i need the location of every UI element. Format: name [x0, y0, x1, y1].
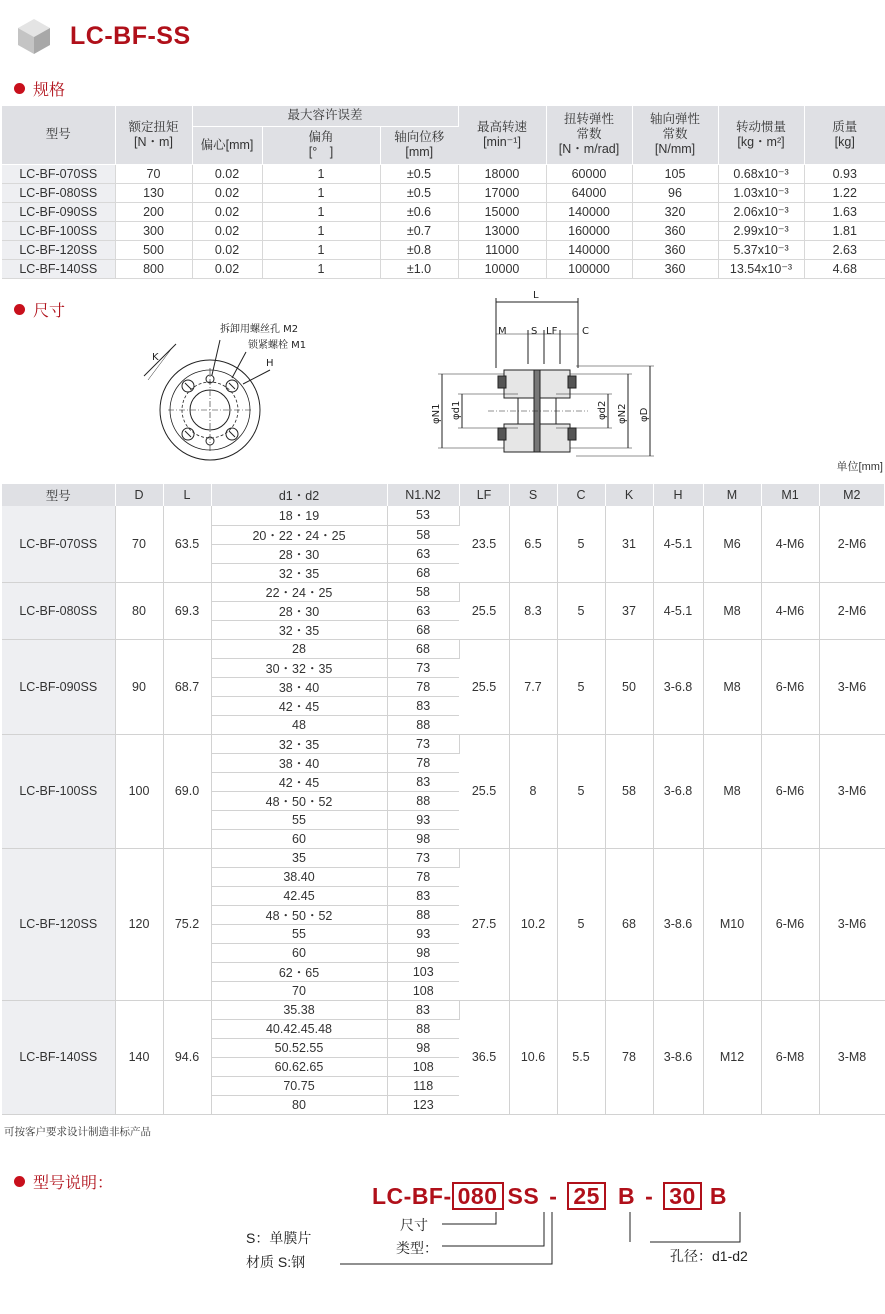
spec-cell: 130 [115, 183, 192, 202]
dim-col-header: M [703, 484, 761, 506]
bore-diameter-cell: 50.52.55 [211, 1038, 387, 1057]
hub-diameter-cell: 83 [387, 696, 459, 715]
hub-diameter-cell: 63 [387, 544, 459, 563]
label-s: S [531, 326, 538, 337]
spec-model-cell: LC-BF-070SS [2, 164, 115, 183]
bore-diameter-cell: 55 [211, 810, 387, 829]
hub-diameter-cell: 83 [387, 772, 459, 791]
dim-row [2, 506, 885, 525]
dim-cell-m1: 4-M6 [761, 506, 819, 582]
section-label: 规格 [33, 82, 66, 99]
spec-cell: 1.03x10⁻³ [718, 183, 804, 202]
spec-cell: 360 [632, 240, 718, 259]
spec-row [2, 240, 885, 259]
side-view-drawing [418, 286, 668, 466]
dim-row [2, 582, 885, 601]
spec-cell: 1 [262, 240, 380, 259]
dim-model-cell: LC-BF-090SS [2, 639, 115, 734]
hub-diameter-cell: 58 [387, 525, 459, 544]
page-title: LC-BF-SS [70, 21, 191, 50]
bore-diameter-cell: 20・22・24・25 [211, 525, 387, 544]
custom-note: 可按客户要求设计制造非标产品 [4, 1126, 151, 1138]
spec-cell: 1 [262, 183, 380, 202]
bore-diameter-cell: 38・40 [211, 753, 387, 772]
col-speed: 最高转速 [min⁻¹] [458, 106, 546, 164]
spec-cell: 64000 [546, 183, 632, 202]
section-label: 尺寸 [33, 303, 66, 320]
hub-diameter-cell: 83 [387, 1000, 459, 1019]
spec-cell: 0.93 [804, 164, 885, 183]
dim-cell-m: M6 [703, 506, 761, 582]
spec-cell: 1.63 [804, 202, 885, 221]
model-dash: - [549, 1183, 558, 1209]
spec-cell: 2.06x10⁻³ [718, 202, 804, 221]
dim-cell-s: 8 [509, 734, 557, 848]
label-d1: φd1 [451, 400, 462, 420]
bore-diameter-cell: 28・30 [211, 601, 387, 620]
spec-cell: 13.54x10⁻³ [718, 259, 804, 278]
spec-cell: ±0.5 [380, 164, 458, 183]
col-mass: 质量 [kg] [804, 106, 885, 164]
dim-col-header: M2 [819, 484, 885, 506]
bore-diameter-cell: 28・30 [211, 544, 387, 563]
dim-col-header: D [115, 484, 163, 506]
dim-cell-k: 31 [605, 506, 653, 582]
label-single-diaphragm: S：单膜片 [246, 1230, 312, 1246]
hub-diameter-cell: 78 [387, 753, 459, 772]
bore-diameter-cell: 70 [211, 981, 387, 1000]
dim-col-header: d1・d2 [211, 484, 387, 506]
spec-cell: 1 [262, 221, 380, 240]
dim-cell-c: 5 [557, 582, 605, 639]
hub-diameter-cell: 88 [387, 1019, 459, 1038]
front-view-drawing [130, 318, 330, 466]
hub-diameter-cell: 88 [387, 715, 459, 734]
spec-model-cell: LC-BF-080SS [2, 183, 115, 202]
dim-cell-l: 69.3 [163, 582, 211, 639]
dim-col-header: 型号 [2, 484, 115, 506]
model-prefix: LC-BF- [372, 1183, 452, 1209]
bore-diameter-cell: 42.45 [211, 886, 387, 905]
dim-cell-m2: 3-M8 [819, 1000, 885, 1114]
hub-diameter-cell: 68 [387, 563, 459, 582]
spec-cell: 18000 [458, 164, 546, 183]
spec-cell: 5.37x10⁻³ [718, 240, 804, 259]
dim-cell-m: M12 [703, 1000, 761, 1114]
spec-cell: 360 [632, 221, 718, 240]
section-dimensions-heading [14, 298, 65, 321]
spec-cell: 96 [632, 183, 718, 202]
section-model-heading [14, 1170, 113, 1193]
hub-diameter-cell: 73 [387, 848, 459, 867]
spec-cell: 13000 [458, 221, 546, 240]
dim-cell-m1: 6-M8 [761, 1000, 819, 1114]
spec-cell: 0.02 [192, 221, 262, 240]
spec-cell: 2.63 [804, 240, 885, 259]
spec-cell: 1 [262, 202, 380, 221]
dim-cell-h: 3-8.6 [653, 848, 703, 1000]
spec-cell: 0.02 [192, 164, 262, 183]
dim-cell-l: 94.6 [163, 1000, 211, 1114]
spec-row [2, 164, 885, 183]
hub-diameter-cell: 83 [387, 886, 459, 905]
dim-cell-l: 69.0 [163, 734, 211, 848]
dim-cell-l: 68.7 [163, 639, 211, 734]
dim-cell-m: M8 [703, 734, 761, 848]
dim-cell-h: 4-5.1 [653, 582, 703, 639]
dim-col-header: C [557, 484, 605, 506]
dim-col-header: K [605, 484, 653, 506]
dim-cell-c: 5 [557, 639, 605, 734]
spec-cell: ±0.8 [380, 240, 458, 259]
hub-diameter-cell: 88 [387, 905, 459, 924]
spec-cell: 1.81 [804, 221, 885, 240]
hub-diameter-cell: 118 [387, 1076, 459, 1095]
model-code [372, 1182, 727, 1210]
dim-cell-m2: 2-M6 [819, 582, 885, 639]
col-angle: 偏角 [° ] [262, 126, 380, 164]
label-n2: φN2 [617, 403, 628, 424]
col-model: 型号 [2, 106, 115, 164]
bore-diameter-cell: 60 [211, 943, 387, 962]
dim-cell-m2: 3-M6 [819, 848, 885, 1000]
dim-cell-lf: 25.5 [459, 639, 509, 734]
model-dash: - [645, 1183, 654, 1209]
bore-diameter-cell: 62・65 [211, 962, 387, 981]
dim-cell-c: 5.5 [557, 1000, 605, 1114]
dim-cell-c: 5 [557, 848, 605, 1000]
spec-model-cell: LC-BF-140SS [2, 259, 115, 278]
hub-diameter-cell: 108 [387, 981, 459, 1000]
bore-diameter-cell: 60 [211, 829, 387, 848]
section-label: 型号说明： [33, 1175, 114, 1192]
col-group-tolerance: 最大容许误差 [192, 106, 458, 126]
hub-diameter-cell: 68 [387, 639, 459, 658]
spec-cell: ±0.7 [380, 221, 458, 240]
bore-diameter-cell: 38・40 [211, 677, 387, 696]
unit-label: 单位[mm] [836, 461, 883, 473]
label-bore: 孔径：d1-d2 [670, 1248, 748, 1264]
dim-cell-m1: 6-M6 [761, 639, 819, 734]
dim-cell-s: 10.6 [509, 1000, 557, 1114]
dim-cell-m: M8 [703, 639, 761, 734]
bullet-icon [14, 1176, 25, 1187]
dim-cell-m: M8 [703, 582, 761, 639]
hub-diameter-cell: 98 [387, 829, 459, 848]
label-m1: 锁紧螺栓 M1 [248, 340, 307, 351]
label-lf: LF [546, 326, 558, 337]
dim-model-cell: LC-BF-140SS [2, 1000, 115, 1114]
hub-diameter-cell: 93 [387, 810, 459, 829]
model-b1: B [617, 1183, 636, 1209]
bore-diameter-cell: 40.42.45.48 [211, 1019, 387, 1038]
label-k: K [152, 352, 159, 363]
dim-cell-l: 75.2 [163, 848, 211, 1000]
hub-diameter-cell: 53 [387, 506, 459, 525]
dim-cell-d: 120 [115, 848, 163, 1000]
bore-diameter-cell: 32・35 [211, 563, 387, 582]
col-inertia: 转动惯量 [kg・m²] [718, 106, 804, 164]
bore-diameter-cell: 48・50・52 [211, 791, 387, 810]
dim-cell-d: 80 [115, 582, 163, 639]
spec-cell: 1 [262, 259, 380, 278]
dim-cell-m1: 4-M6 [761, 582, 819, 639]
bullet-icon [14, 304, 25, 315]
dim-cell-l: 63.5 [163, 506, 211, 582]
spec-cell: ±1.0 [380, 259, 458, 278]
bore-diameter-cell: 35 [211, 848, 387, 867]
dim-col-header: LF [459, 484, 509, 506]
model-bore2-box: 30 [663, 1182, 702, 1210]
dim-cell-m2: 3-M6 [819, 734, 885, 848]
dim-cell-d: 70 [115, 506, 163, 582]
dim-cell-lf: 25.5 [459, 734, 509, 848]
spec-model-cell: LC-BF-090SS [2, 202, 115, 221]
spec-cell: 140000 [546, 240, 632, 259]
dim-model-cell: LC-BF-100SS [2, 734, 115, 848]
spec-cell: 500 [115, 240, 192, 259]
hub-diameter-cell: 98 [387, 943, 459, 962]
spec-table-body [2, 164, 885, 278]
spec-cell: 2.99x10⁻³ [718, 221, 804, 240]
bore-diameter-cell: 32・35 [211, 620, 387, 639]
bore-diameter-cell: 70.75 [211, 1076, 387, 1095]
bore-diameter-cell: 42・45 [211, 772, 387, 791]
bore-diameter-cell: 55 [211, 924, 387, 943]
hub-diameter-cell: 78 [387, 867, 459, 886]
bore-diameter-cell: 18・19 [211, 506, 387, 525]
dim-cell-m2: 2-M6 [819, 506, 885, 582]
bore-diameter-cell: 80 [211, 1095, 387, 1114]
model-b2: B [709, 1183, 727, 1209]
spec-cell: 0.68x10⁻³ [718, 164, 804, 183]
label-d2: φd2 [597, 400, 608, 420]
spec-cell: 4.68 [804, 259, 885, 278]
spec-table [2, 106, 885, 279]
dim-cell-k: 50 [605, 639, 653, 734]
spec-cell: 17000 [458, 183, 546, 202]
hub-diameter-cell: 88 [387, 791, 459, 810]
dim-cell-k: 78 [605, 1000, 653, 1114]
dim-model-cell: LC-BF-070SS [2, 506, 115, 582]
label-n1: φN1 [431, 403, 442, 424]
bore-diameter-cell: 48 [211, 715, 387, 734]
dim-col-header: H [653, 484, 703, 506]
label-d: φD [639, 407, 650, 422]
model-bore1-box: 25 [567, 1182, 606, 1210]
dim-col-header: L [163, 484, 211, 506]
spec-cell: 160000 [546, 221, 632, 240]
spec-cell: 200 [115, 202, 192, 221]
hub-diameter-cell: 73 [387, 734, 459, 753]
spec-cell: 320 [632, 202, 718, 221]
hub-diameter-cell: 98 [387, 1038, 459, 1057]
dim-cell-k: 68 [605, 848, 653, 1000]
spec-cell: 105 [632, 164, 718, 183]
dim-row [2, 639, 885, 658]
col-axial-stiffness: 轴向弹性 常数 [N/mm] [632, 106, 718, 164]
dim-cell-lf: 25.5 [459, 582, 509, 639]
label-l: L [533, 290, 539, 301]
spec-cell: 100000 [546, 259, 632, 278]
dim-cell-d: 90 [115, 639, 163, 734]
dim-cell-s: 6.5 [509, 506, 557, 582]
hub-diameter-cell: 58 [387, 582, 459, 601]
model-type: SS [507, 1183, 540, 1209]
hub-diameter-cell: 103 [387, 962, 459, 981]
label-size: 尺寸 [400, 1217, 428, 1233]
dim-model-cell: LC-BF-120SS [2, 848, 115, 1000]
col-axial: 轴向位移 [mm] [380, 126, 458, 164]
dim-row [2, 734, 885, 753]
bore-diameter-cell: 35.38 [211, 1000, 387, 1019]
col-torque: 额定扭矩 [N・m] [115, 106, 192, 164]
spec-model-cell: LC-BF-120SS [2, 240, 115, 259]
dim-cell-lf: 27.5 [459, 848, 509, 1000]
dim-cell-d: 140 [115, 1000, 163, 1114]
dim-cell-m2: 3-M6 [819, 639, 885, 734]
bore-diameter-cell: 42・45 [211, 696, 387, 715]
dimension-table-header [2, 484, 885, 506]
spec-cell: 0.02 [192, 240, 262, 259]
bore-diameter-cell: 30・32・35 [211, 658, 387, 677]
dim-cell-c: 5 [557, 734, 605, 848]
bore-diameter-cell: 60.62.65 [211, 1057, 387, 1076]
spec-cell: 800 [115, 259, 192, 278]
cube-icon [14, 16, 54, 56]
bore-diameter-cell: 28 [211, 639, 387, 658]
label-h: H [266, 358, 274, 369]
bullet-icon [14, 83, 25, 94]
spec-cell: 140000 [546, 202, 632, 221]
spec-row [2, 221, 885, 240]
dim-row [2, 1000, 885, 1019]
spec-row [2, 183, 885, 202]
dim-col-header: S [509, 484, 557, 506]
spec-cell: 10000 [458, 259, 546, 278]
dim-col-header: N1.N2 [387, 484, 459, 506]
bore-diameter-cell: 32・35 [211, 734, 387, 753]
bore-diameter-cell: 22・24・25 [211, 582, 387, 601]
spec-cell: 60000 [546, 164, 632, 183]
label-c: C [582, 326, 589, 337]
spec-cell: 0.02 [192, 259, 262, 278]
dim-cell-s: 10.2 [509, 848, 557, 1000]
hub-diameter-cell: 123 [387, 1095, 459, 1114]
col-torsional: 扭转弹性 常数 [N・m/rad] [546, 106, 632, 164]
dim-cell-m1: 6-M6 [761, 848, 819, 1000]
spec-cell: 1.22 [804, 183, 885, 202]
dim-cell-m: M10 [703, 848, 761, 1000]
hub-diameter-cell: 78 [387, 677, 459, 696]
dim-row [2, 848, 885, 867]
spec-model-cell: LC-BF-100SS [2, 221, 115, 240]
dim-cell-h: 3-6.8 [653, 734, 703, 848]
label-material: 材质 S:钢 [246, 1254, 306, 1270]
spec-cell: 0.02 [192, 183, 262, 202]
hub-diameter-cell: 73 [387, 658, 459, 677]
hub-diameter-cell: 68 [387, 620, 459, 639]
dim-cell-s: 7.7 [509, 639, 557, 734]
hub-diameter-cell: 93 [387, 924, 459, 943]
dim-cell-k: 37 [605, 582, 653, 639]
dim-cell-c: 5 [557, 506, 605, 582]
spec-cell: 1 [262, 164, 380, 183]
dim-cell-lf: 36.5 [459, 1000, 509, 1114]
spec-cell: 0.02 [192, 202, 262, 221]
dim-cell-lf: 23.5 [459, 506, 509, 582]
hub-diameter-cell: 108 [387, 1057, 459, 1076]
dim-cell-k: 58 [605, 734, 653, 848]
label-m2: 拆卸用螺丝孔 M2 [220, 324, 299, 335]
dimension-table-body [2, 506, 885, 1114]
hub-diameter-cell: 63 [387, 601, 459, 620]
spec-cell: 360 [632, 259, 718, 278]
bore-diameter-cell: 38.40 [211, 867, 387, 886]
dim-cell-d: 100 [115, 734, 163, 848]
spec-cell: 11000 [458, 240, 546, 259]
spec-row [2, 259, 885, 278]
title-row [14, 14, 191, 58]
spec-row [2, 202, 885, 221]
bore-diameter-cell: 48・50・52 [211, 905, 387, 924]
dim-cell-h: 3-8.6 [653, 1000, 703, 1114]
spec-cell: ±0.6 [380, 202, 458, 221]
model-size-box: 080 [452, 1182, 504, 1210]
spec-cell: ±0.5 [380, 183, 458, 202]
spec-cell: 15000 [458, 202, 546, 221]
dim-cell-h: 3-6.8 [653, 639, 703, 734]
dim-model-cell: LC-BF-080SS [2, 582, 115, 639]
spec-cell: 70 [115, 164, 192, 183]
col-eccentric: 偏心[mm] [192, 126, 262, 164]
label-m: M [498, 326, 507, 337]
dim-cell-h: 4-5.1 [653, 506, 703, 582]
dim-cell-m1: 6-M6 [761, 734, 819, 848]
spec-cell: 300 [115, 221, 192, 240]
dim-cell-s: 8.3 [509, 582, 557, 639]
label-type: 类型： [396, 1240, 438, 1256]
dimension-table [2, 484, 885, 1115]
section-spec-heading [14, 77, 65, 100]
dim-col-header: M1 [761, 484, 819, 506]
